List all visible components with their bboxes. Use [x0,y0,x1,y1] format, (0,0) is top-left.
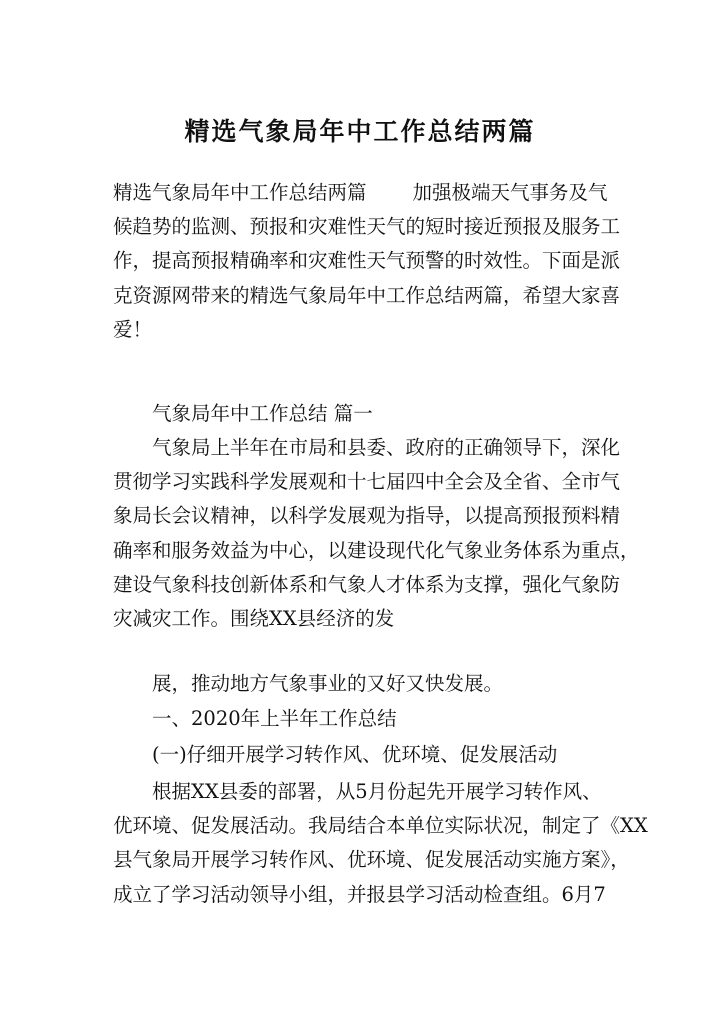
para1-line-2: 贯彻学习实践科学发展观和十七届四中全会及全省、全市气 [113,470,621,494]
para1-line-4: 确率和服务效益为中心，以建设现代化气象业务体系为重点， [113,538,640,562]
intro-line-1-title: 精选气象局年中工作总结两篇 [113,181,367,204]
paragraph-2: 展，推动地方气象事业的又好又快发展。 [152,672,504,695]
document-title: 精选气象局年中工作总结两篇 [184,117,536,146]
para3-line-1: 根据XX县委的部署，从5月份起先开展学习转作风、 [152,780,602,803]
para1-line-3: 象局长会议精神，以科学发展观为指导，以提高预报预料精 [113,504,621,528]
intro-paragraph [113,176,621,347]
intro-line-3: 作，提高预报精确率和灾难性天气预警的时效性。下面是派 [113,249,621,273]
para1-line-5: 建设气象科技创新体系和气象人才体系为支撑，强化气象防 [113,572,621,596]
para3-line-3: 县气象局开展学习转作风、优环境、促发展活动实施方案》， [113,848,630,872]
heading-sub-1: (一)仔细开展学习转作风、优环境、促发展活动 [152,743,558,766]
para3-line-2: 优环境、促发展活动。我局结合本单位实际状况，制定了《XX [113,814,648,838]
paragraph-1 [113,431,640,636]
heading-one: 一、2020年上半年工作总结 [152,707,397,730]
section-one-heading: 气象局年中工作总结 篇一 [152,402,373,425]
para1-line-1: 气象局上半年在市局和县委、政府的正确领导下，深化 [152,436,621,459]
para1-line-6: 灾减灾工作。围绕XX县经济的发 [113,606,395,630]
para3-line-4: 成立了学习活动领导小组，并报县学习活动检查组。6月7 [113,882,606,906]
intro-line-4: 克资源网带来的精选气象局年中工作总结两篇，希望大家喜 [113,283,621,307]
paragraph-3 [113,775,648,912]
intro-line-5: 爱！ [113,317,153,341]
intro-line-1-text: 加强极端天气事务及气 [412,181,608,204]
intro-line-1 [113,176,610,210]
intro-line-2: 候趋势的监测、预报和灾难性天气的短时接近预报及服务工 [113,215,621,239]
